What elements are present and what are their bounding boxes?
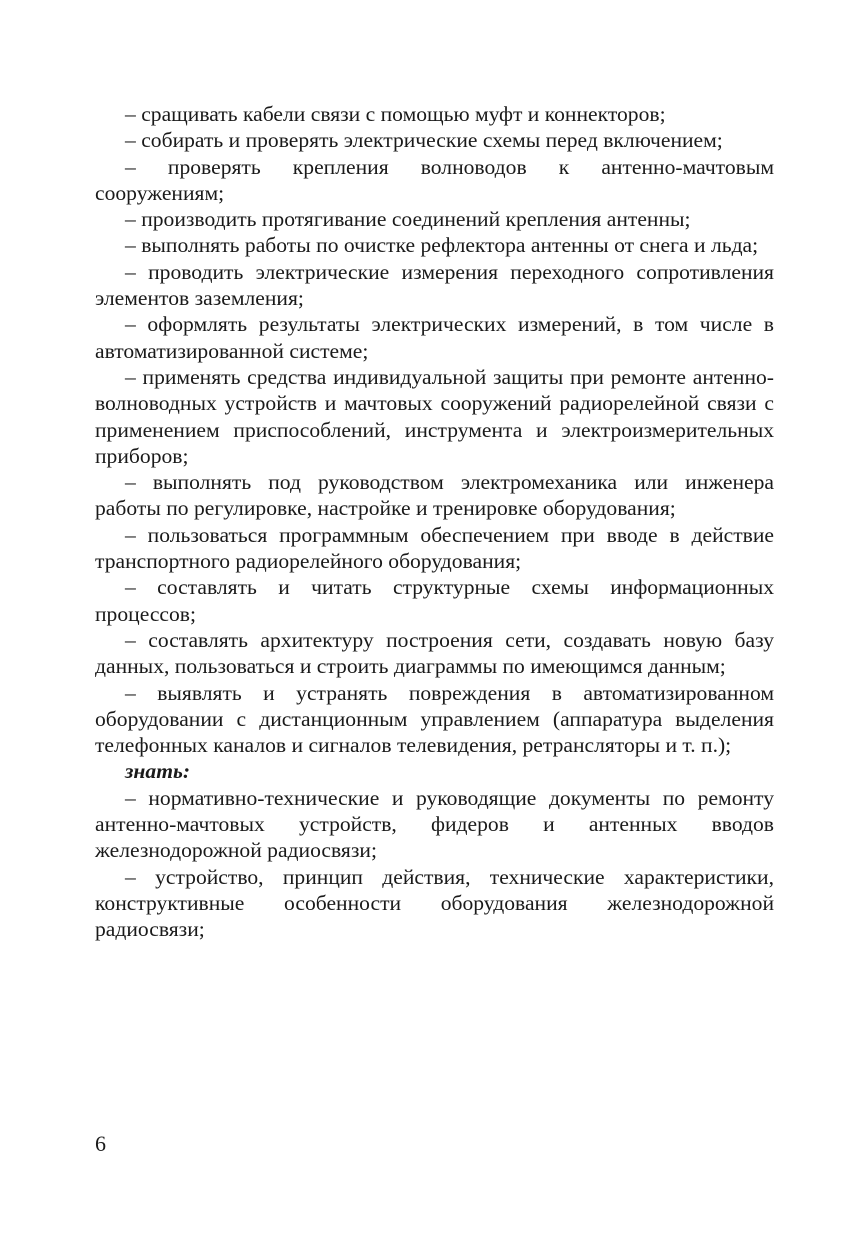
list-item: – оформлять результаты электрических измерений, в том числе в автоматизированной системе; bbox=[95, 312, 774, 363]
list-item: – выполнять под руководством электромеханика или инженера работы по регулировке, настройке и тренировке оборудования; bbox=[95, 470, 774, 521]
list-item: – проводить электрические измерения переходного сопротивления элементов заземления; bbox=[95, 259, 774, 311]
list-item: – нормативно-технические и руководящие документы по ремонту антенно-мачтовых устройств, фидеров и антенных вводов железнодорожной радиосвязи; bbox=[95, 785, 774, 863]
page-body bbox=[95, 101, 774, 943]
list-item: – выявлять и устранять повреждения в автоматизированном оборудовании с дистанционным управлением (аппаратура выделения телефонных каналов и сигналов телевидения, ретрансляторы и т. п.); bbox=[95, 680, 774, 758]
list-item: – применять средства индивидуальной защиты при ремонте антенно-волноводных устройств и мачтовых сооружений радиорелейной связи с применением приспособлений, инструмента и электроизмерительных приборов; bbox=[95, 364, 774, 468]
section-heading: знать: bbox=[125, 759, 191, 784]
list-item: – устройство, принцип действия, технические характеристики, конструктивные особенности оборудования железнодорожной радиосвязи; bbox=[95, 864, 774, 942]
list-item: – составлять и читать структурные схемы информационных процессов; bbox=[95, 575, 774, 626]
page-number: 6 bbox=[95, 1131, 106, 1156]
list-item: – составлять архитектуру построения сети, создавать новую базу данных, пользоваться и строить диаграммы по имеющимся данным; bbox=[95, 627, 774, 679]
list-item: – проверять крепления волноводов к антенно-мачтовым сооружениям; bbox=[95, 154, 774, 205]
list-item: – пользоваться программным обеспечением при вводе в действие транспортного радиорелейного оборудования; bbox=[95, 522, 774, 574]
list-item: – собирать и проверять электрические схемы перед включением; bbox=[125, 128, 723, 153]
list-item: – выполнять работы по очистке рефлектора антенны от снега и льда; bbox=[125, 233, 759, 258]
list-item: – сращивать кабели связи с помощью муфт и коннекторов; bbox=[125, 102, 666, 126]
list-item: – производить протягивание соединений крепления антенны; bbox=[125, 207, 691, 232]
